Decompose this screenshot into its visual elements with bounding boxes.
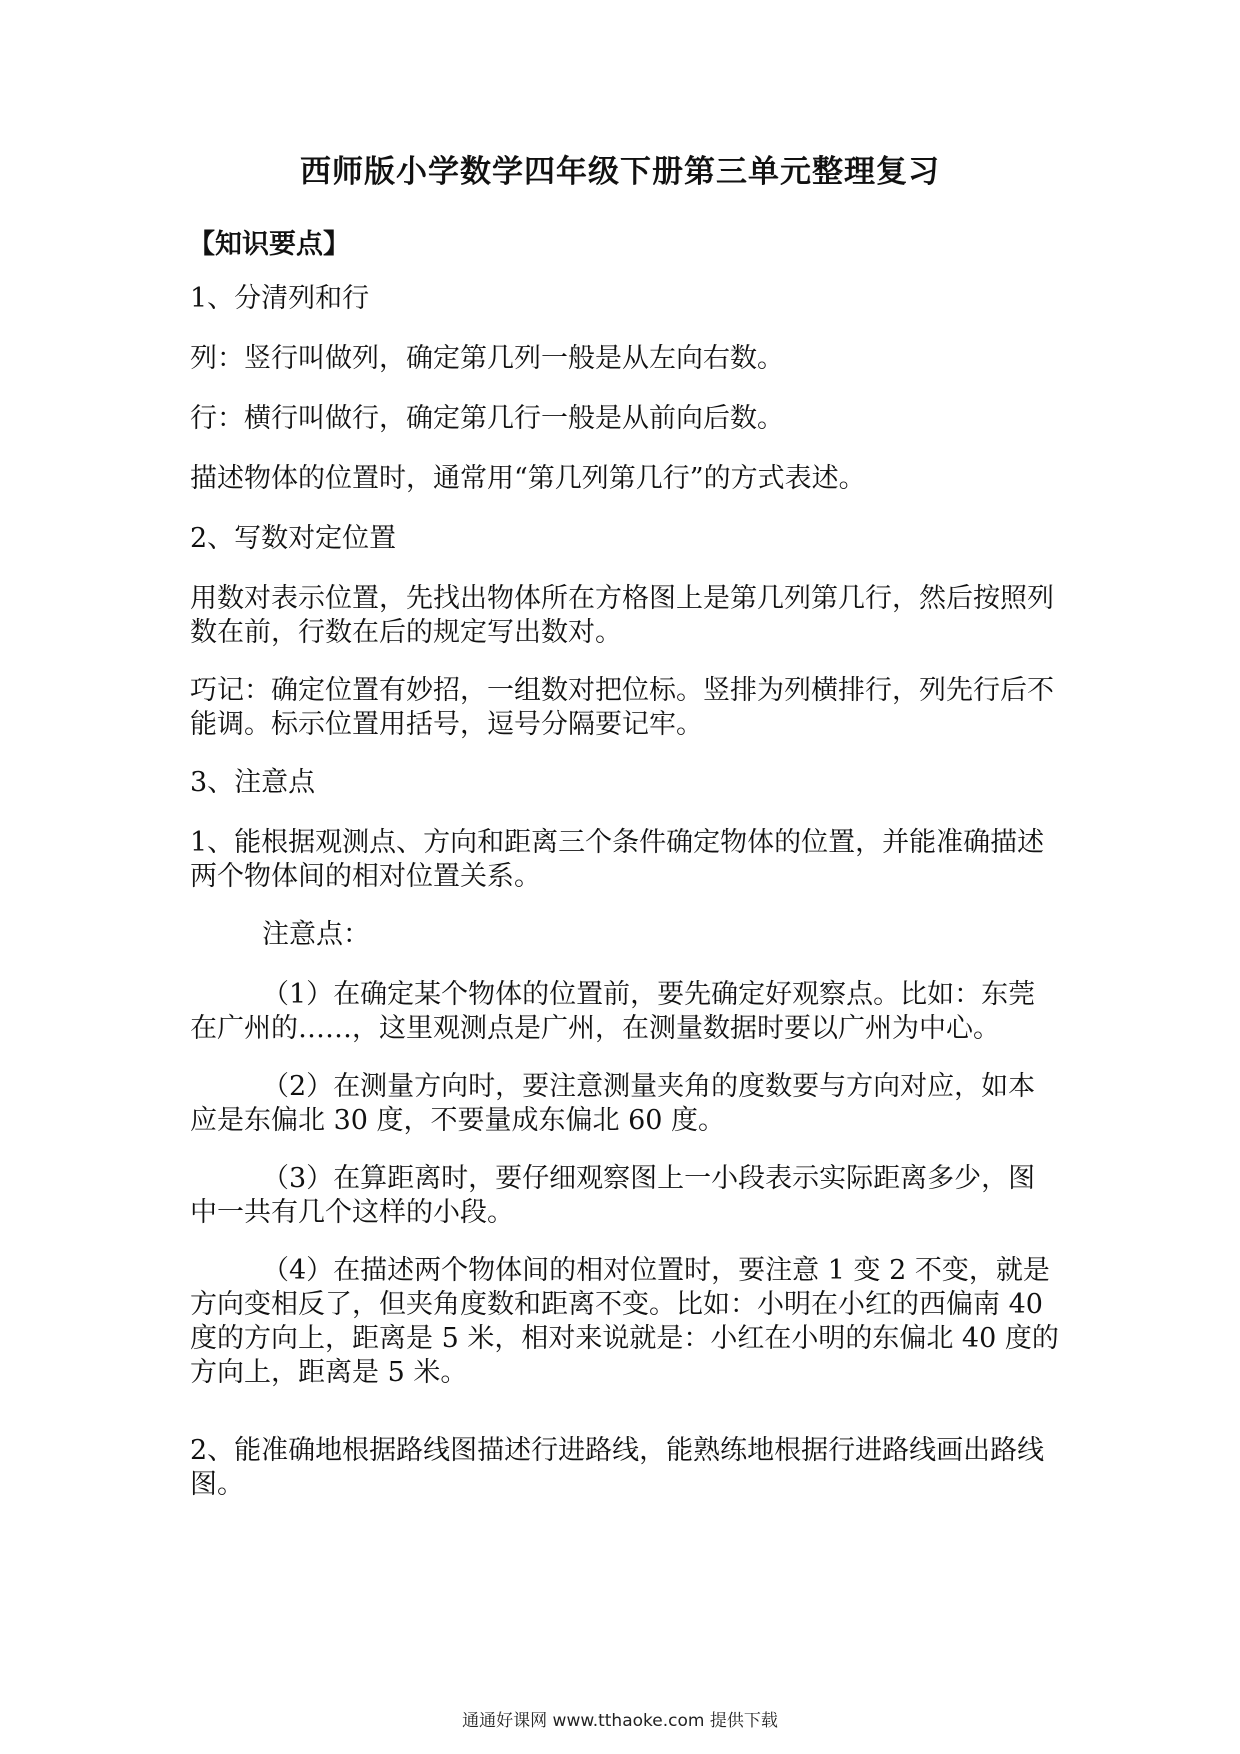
point3-note1: （1）在确定某个物体的位置前，要先确定好观察点。比如：东莞在广州的……，这里观测点是广州，在测量数据时要以广州为中心。 — [190, 979, 1036, 1044]
point3-note2: （2）在测量方向时，要注意测量夹角的度数要与方向对应，如本应是东偏北 30 度，不要量成东偏北 60 度。 — [190, 1071, 1036, 1136]
point3-note-label: 注意点： — [262, 919, 370, 950]
section-heading-knowledge-points: 【知识要点】 — [188, 229, 350, 260]
point1-describe-position: 描述物体的位置时，通常用“第几列第几行”的方式表述。 — [190, 463, 866, 494]
document-title: 西师版小学数学四年级下册第三单元整理复习 — [300, 154, 940, 190]
page-footer: 通通好课网 www.tthaoke.com 提供下载 — [462, 1711, 778, 1731]
point3-item2: 2、能准确地根据路线图描述行进路线，能熟练地根据行进路线画出路线图。 — [190, 1435, 1045, 1500]
point2-paragraph-number-pair: 用数对表示位置，先找出物体所在方格图上是第几列第几行，然后按照列数在前，行数在后的规定写出数对。 — [190, 583, 1054, 648]
point3-note4: （4）在描述两个物体间的相对位置时，要注意 1 变 2 不变，就是方向变相反了，但夹角度数和距离不变。比如：小明在小红的西偏南 40 度的方向上，距离是 5 米，相对来说就是：小红在小明的东偏北 40 度的方向上，距离是 5 米。 — [190, 1255, 1059, 1388]
point2-paragraph-mnemonic: 巧记：确定位置有妙招，一组数对把位标。竖排为列横排行，列先行后不能调。标示位置用括号，逗号分隔要记牢。 — [190, 675, 1054, 740]
point1-heading: 1、分清列和行 — [190, 283, 370, 314]
point3-heading: 3、注意点 — [190, 767, 316, 798]
point3-note3: （3）在算距离时，要仔细观察图上一小段表示实际距离多少，图中一共有几个这样的小段。 — [190, 1163, 1036, 1228]
point1-row-definition: 行：横行叫做行，确定第几行一般是从前向后数。 — [190, 403, 784, 434]
point3-item1: 1、能根据观测点、方向和距离三个条件确定物体的位置，并能准确描述两个物体间的相对位置关系。 — [190, 827, 1045, 892]
point1-column-definition: 列：竖行叫做列，确定第几列一般是从左向右数。 — [190, 343, 784, 374]
point2-heading: 2、写数对定位置 — [190, 523, 397, 554]
